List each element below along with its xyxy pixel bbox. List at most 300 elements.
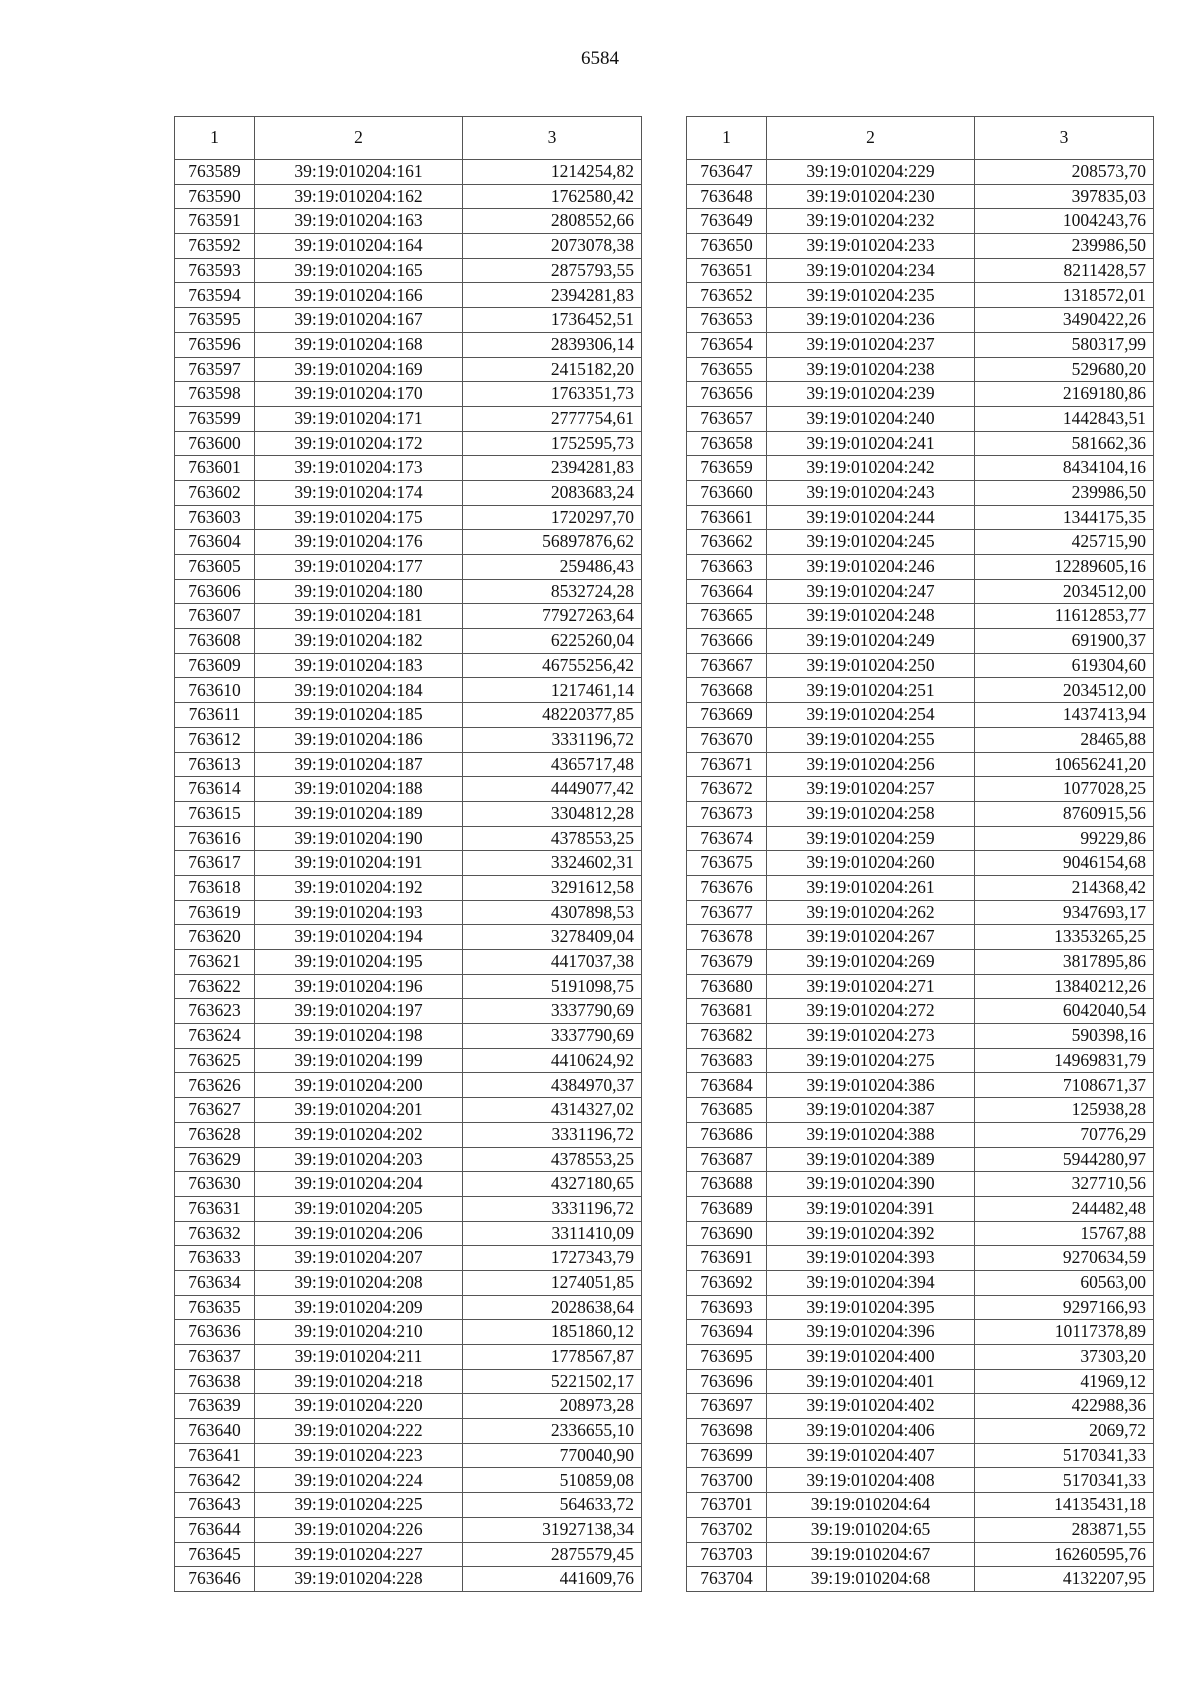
cadastral-number-cell: 39:19:010204:208 bbox=[255, 1270, 463, 1295]
row-number-cell: 763592 bbox=[175, 234, 255, 259]
cadastral-value-cell: 2028638,64 bbox=[463, 1295, 642, 1320]
cadastral-value-cell: 4378553,25 bbox=[463, 826, 642, 851]
row-number-cell: 763665 bbox=[687, 604, 767, 629]
cadastral-value-cell: 37303,20 bbox=[975, 1345, 1154, 1370]
table-row bbox=[687, 308, 1154, 333]
cadastral-number-cell: 39:19:010204:194 bbox=[255, 925, 463, 950]
row-number-cell: 763664 bbox=[687, 579, 767, 604]
row-number-cell: 763616 bbox=[175, 826, 255, 851]
cadastral-value-cell: 1727343,79 bbox=[463, 1246, 642, 1271]
cadastral-value-cell: 2394281,83 bbox=[463, 283, 642, 308]
cadastral-number-cell: 39:19:010204:192 bbox=[255, 875, 463, 900]
table-row bbox=[175, 234, 642, 259]
table-row bbox=[687, 653, 1154, 678]
cadastral-number-cell: 39:19:010204:257 bbox=[767, 777, 975, 802]
row-number-cell: 763646 bbox=[175, 1567, 255, 1592]
cadastral-number-cell: 39:19:010204:176 bbox=[255, 530, 463, 555]
cadastral-value-cell: 2336655,10 bbox=[463, 1419, 642, 1444]
row-number-cell: 763701 bbox=[687, 1493, 767, 1518]
row-number-cell: 763655 bbox=[687, 357, 767, 382]
row-number-cell: 763698 bbox=[687, 1419, 767, 1444]
table-row bbox=[175, 1098, 642, 1123]
row-number-cell: 763622 bbox=[175, 974, 255, 999]
table-row bbox=[687, 530, 1154, 555]
table-row bbox=[687, 950, 1154, 975]
cadastral-value-cell: 2875579,45 bbox=[463, 1542, 642, 1567]
table-row bbox=[175, 703, 642, 728]
cadastral-value-cell: 1004243,76 bbox=[975, 209, 1154, 234]
cadastral-number-cell: 39:19:010204:234 bbox=[767, 258, 975, 283]
row-number-cell: 763612 bbox=[175, 727, 255, 752]
cadastral-value-cell: 1762580,42 bbox=[463, 184, 642, 209]
row-number-cell: 763650 bbox=[687, 234, 767, 259]
cadastral-number-cell: 39:19:010204:163 bbox=[255, 209, 463, 234]
cadastral-number-cell: 39:19:010204:267 bbox=[767, 925, 975, 950]
table-row bbox=[175, 1172, 642, 1197]
cadastral-number-cell: 39:19:010204:269 bbox=[767, 950, 975, 975]
row-number-cell: 763595 bbox=[175, 308, 255, 333]
cadastral-value-cell: 770040,90 bbox=[463, 1443, 642, 1468]
row-number-cell: 763675 bbox=[687, 851, 767, 876]
cadastral-number-cell: 39:19:010204:174 bbox=[255, 480, 463, 505]
cadastral-value-cell: 5170341,33 bbox=[975, 1443, 1154, 1468]
row-number-cell: 763618 bbox=[175, 875, 255, 900]
cadastral-value-cell: 8760915,56 bbox=[975, 801, 1154, 826]
cadastral-number-cell: 39:19:010204:249 bbox=[767, 629, 975, 654]
row-number-cell: 763680 bbox=[687, 974, 767, 999]
cadastral-value-cell: 8532724,28 bbox=[463, 579, 642, 604]
table-row bbox=[687, 826, 1154, 851]
row-number-cell: 763704 bbox=[687, 1567, 767, 1592]
table-row bbox=[175, 875, 642, 900]
table-row bbox=[687, 1394, 1154, 1419]
row-number-cell: 763682 bbox=[687, 1024, 767, 1049]
cadastral-value-cell: 4314327,02 bbox=[463, 1098, 642, 1123]
column-header: 3 bbox=[463, 117, 642, 160]
cadastral-value-cell: 13840212,26 bbox=[975, 974, 1154, 999]
row-number-cell: 763661 bbox=[687, 505, 767, 530]
row-number-cell: 763611 bbox=[175, 703, 255, 728]
cadastral-value-cell: 60563,00 bbox=[975, 1270, 1154, 1295]
cadastral-number-cell: 39:19:010204:244 bbox=[767, 505, 975, 530]
row-number-cell: 763636 bbox=[175, 1320, 255, 1345]
cadastral-number-cell: 39:19:010204:200 bbox=[255, 1073, 463, 1098]
row-number-cell: 763593 bbox=[175, 258, 255, 283]
row-number-cell: 763662 bbox=[687, 530, 767, 555]
cadastral-number-cell: 39:19:010204:164 bbox=[255, 234, 463, 259]
cadastral-value-cell: 10656241,20 bbox=[975, 752, 1154, 777]
row-number-cell: 763594 bbox=[175, 283, 255, 308]
cadastral-number-cell: 39:19:010204:65 bbox=[767, 1517, 975, 1542]
row-number-cell: 763656 bbox=[687, 382, 767, 407]
cadastral-value-cell: 70776,29 bbox=[975, 1122, 1154, 1147]
cadastral-value-cell: 9270634,59 bbox=[975, 1246, 1154, 1271]
cadastral-value-cell: 3337790,69 bbox=[463, 999, 642, 1024]
table-row bbox=[175, 1270, 642, 1295]
cadastral-value-cell: 441609,76 bbox=[463, 1567, 642, 1592]
row-number-cell: 763690 bbox=[687, 1221, 767, 1246]
cadastral-number-cell: 39:19:010204:211 bbox=[255, 1345, 463, 1370]
cadastral-value-cell: 2808552,66 bbox=[463, 209, 642, 234]
cadastral-value-cell: 4365717,48 bbox=[463, 752, 642, 777]
column-header: 2 bbox=[255, 117, 463, 160]
cadastral-value-cell: 4384970,37 bbox=[463, 1073, 642, 1098]
cadastral-value-cell: 8434104,16 bbox=[975, 456, 1154, 481]
table-row bbox=[687, 184, 1154, 209]
cadastral-value-cell: 77927263,64 bbox=[463, 604, 642, 629]
cadastral-value-cell: 2169180,86 bbox=[975, 382, 1154, 407]
cadastral-number-cell: 39:19:010204:173 bbox=[255, 456, 463, 481]
table-row bbox=[175, 653, 642, 678]
table-row bbox=[175, 1295, 642, 1320]
row-number-cell: 763607 bbox=[175, 604, 255, 629]
table-row bbox=[175, 530, 642, 555]
cadastral-value-cell: 283871,55 bbox=[975, 1517, 1154, 1542]
cadastral-number-cell: 39:19:010204:226 bbox=[255, 1517, 463, 1542]
cadastral-value-cell: 564633,72 bbox=[463, 1493, 642, 1518]
row-number-cell: 763671 bbox=[687, 752, 767, 777]
table-row bbox=[687, 777, 1154, 802]
row-number-cell: 763674 bbox=[687, 826, 767, 851]
cadastral-number-cell: 39:19:010204:195 bbox=[255, 950, 463, 975]
cadastral-number-cell: 39:19:010204:183 bbox=[255, 653, 463, 678]
table-row bbox=[687, 555, 1154, 580]
table-row bbox=[687, 801, 1154, 826]
table-row bbox=[175, 1542, 642, 1567]
table-row bbox=[687, 1196, 1154, 1221]
cadastral-number-cell: 39:19:010204:230 bbox=[767, 184, 975, 209]
table-row bbox=[687, 1468, 1154, 1493]
row-number-cell: 763641 bbox=[175, 1443, 255, 1468]
row-number-cell: 763598 bbox=[175, 382, 255, 407]
table-row bbox=[687, 1517, 1154, 1542]
cadastral-value-cell: 99229,86 bbox=[975, 826, 1154, 851]
row-number-cell: 763673 bbox=[687, 801, 767, 826]
cadastral-value-cell: 2083683,24 bbox=[463, 480, 642, 505]
cadastral-number-cell: 39:19:010204:395 bbox=[767, 1295, 975, 1320]
cadastral-value-cell: 13353265,25 bbox=[975, 925, 1154, 950]
cadastral-value-cell: 12289605,16 bbox=[975, 555, 1154, 580]
cadastral-number-cell: 39:19:010204:199 bbox=[255, 1048, 463, 1073]
cadastral-value-cell: 422988,36 bbox=[975, 1394, 1154, 1419]
cadastral-number-cell: 39:19:010204:233 bbox=[767, 234, 975, 259]
cadastral-number-cell: 39:19:010204:223 bbox=[255, 1443, 463, 1468]
cadastral-number-cell: 39:19:010204:181 bbox=[255, 604, 463, 629]
table-row bbox=[175, 1517, 642, 1542]
cadastral-number-cell: 39:19:010204:185 bbox=[255, 703, 463, 728]
table-row bbox=[175, 974, 642, 999]
table-row bbox=[175, 1221, 642, 1246]
cadastral-value-cell: 3490422,26 bbox=[975, 308, 1154, 333]
row-number-cell: 763635 bbox=[175, 1295, 255, 1320]
table-row bbox=[687, 258, 1154, 283]
cadastral-value-cell: 1778567,87 bbox=[463, 1345, 642, 1370]
cadastral-value-cell: 3324602,31 bbox=[463, 851, 642, 876]
cadastral-number-cell: 39:19:010204:197 bbox=[255, 999, 463, 1024]
cadastral-number-cell: 39:19:010204:393 bbox=[767, 1246, 975, 1271]
table-row bbox=[175, 777, 642, 802]
row-number-cell: 763670 bbox=[687, 727, 767, 752]
table-row bbox=[175, 999, 642, 1024]
row-number-cell: 763647 bbox=[687, 160, 767, 185]
table-row bbox=[687, 1246, 1154, 1271]
table-row bbox=[687, 332, 1154, 357]
table-row bbox=[175, 1246, 642, 1271]
cadastral-number-cell: 39:19:010204:67 bbox=[767, 1542, 975, 1567]
table-row bbox=[175, 283, 642, 308]
cadastral-number-cell: 39:19:010204:222 bbox=[255, 1419, 463, 1444]
cadastral-value-cell: 2069,72 bbox=[975, 1419, 1154, 1444]
cadastral-value-cell: 3304812,28 bbox=[463, 801, 642, 826]
row-number-cell: 763620 bbox=[175, 925, 255, 950]
cadastral-number-cell: 39:19:010204:407 bbox=[767, 1443, 975, 1468]
cadastral-value-cell: 2777754,61 bbox=[463, 406, 642, 431]
cadastral-value-cell: 4132207,95 bbox=[975, 1567, 1154, 1592]
cadastral-value-cell: 125938,28 bbox=[975, 1098, 1154, 1123]
row-number-cell: 763606 bbox=[175, 579, 255, 604]
cadastral-value-cell: 208573,70 bbox=[975, 160, 1154, 185]
row-number-cell: 763659 bbox=[687, 456, 767, 481]
cadastral-value-cell: 1344175,35 bbox=[975, 505, 1154, 530]
cadastral-value-cell: 3331196,72 bbox=[463, 1196, 642, 1221]
cadastral-value-cell: 259486,43 bbox=[463, 555, 642, 580]
cadastral-value-cell: 3291612,58 bbox=[463, 875, 642, 900]
cadastral-value-cell: 3278409,04 bbox=[463, 925, 642, 950]
cadastral-value-cell: 4327180,65 bbox=[463, 1172, 642, 1197]
cadastral-number-cell: 39:19:010204:166 bbox=[255, 283, 463, 308]
row-number-cell: 763697 bbox=[687, 1394, 767, 1419]
row-number-cell: 763669 bbox=[687, 703, 767, 728]
cadastral-value-cell: 1442843,51 bbox=[975, 406, 1154, 431]
cadastral-value-cell: 41969,12 bbox=[975, 1369, 1154, 1394]
cadastral-value-cell: 1214254,82 bbox=[463, 160, 642, 185]
table-row bbox=[687, 1270, 1154, 1295]
cadastral-value-cell: 529680,20 bbox=[975, 357, 1154, 382]
cadastral-value-cell: 691900,37 bbox=[975, 629, 1154, 654]
table-row bbox=[687, 1419, 1154, 1444]
table-row bbox=[175, 604, 642, 629]
cadastral-number-cell: 39:19:010204:255 bbox=[767, 727, 975, 752]
cadastral-value-cell: 1752595,73 bbox=[463, 431, 642, 456]
table-row bbox=[687, 209, 1154, 234]
table-row bbox=[687, 999, 1154, 1024]
row-number-cell: 763644 bbox=[175, 1517, 255, 1542]
cadastral-number-cell: 39:19:010204:408 bbox=[767, 1468, 975, 1493]
row-number-cell: 763627 bbox=[175, 1098, 255, 1123]
cadastral-value-cell: 327710,56 bbox=[975, 1172, 1154, 1197]
table-row bbox=[687, 1369, 1154, 1394]
cadastral-value-cell: 239986,50 bbox=[975, 234, 1154, 259]
cadastral-number-cell: 39:19:010204:172 bbox=[255, 431, 463, 456]
table-row bbox=[175, 456, 642, 481]
cadastral-number-cell: 39:19:010204:229 bbox=[767, 160, 975, 185]
cadastral-number-cell: 39:19:010204:161 bbox=[255, 160, 463, 185]
table-row bbox=[687, 1221, 1154, 1246]
table-row bbox=[687, 604, 1154, 629]
cadastral-number-cell: 39:19:010204:225 bbox=[255, 1493, 463, 1518]
table-row bbox=[687, 1172, 1154, 1197]
table-row bbox=[175, 1468, 642, 1493]
cadastral-number-cell: 39:19:010204:258 bbox=[767, 801, 975, 826]
table-row bbox=[687, 431, 1154, 456]
cadastral-value-cell: 1851860,12 bbox=[463, 1320, 642, 1345]
cadastral-number-cell: 39:19:010204:247 bbox=[767, 579, 975, 604]
cadastral-value-cell: 16260595,76 bbox=[975, 1542, 1154, 1567]
table-row bbox=[175, 555, 642, 580]
cadastral-number-cell: 39:19:010204:184 bbox=[255, 678, 463, 703]
cadastral-value-cell: 10117378,89 bbox=[975, 1320, 1154, 1345]
row-number-cell: 763645 bbox=[175, 1542, 255, 1567]
cadastral-number-cell: 39:19:010204:193 bbox=[255, 900, 463, 925]
cadastral-number-cell: 39:19:010204:68 bbox=[767, 1567, 975, 1592]
cadastral-number-cell: 39:19:010204:236 bbox=[767, 308, 975, 333]
row-number-cell: 763648 bbox=[687, 184, 767, 209]
cadastral-number-cell: 39:19:010204:402 bbox=[767, 1394, 975, 1419]
cadastral-number-cell: 39:19:010204:240 bbox=[767, 406, 975, 431]
row-number-cell: 763679 bbox=[687, 950, 767, 975]
cadastral-value-cell: 48220377,85 bbox=[463, 703, 642, 728]
table-row bbox=[687, 1443, 1154, 1468]
table-row bbox=[687, 875, 1154, 900]
row-number-cell: 763677 bbox=[687, 900, 767, 925]
table-row bbox=[687, 851, 1154, 876]
cadastral-number-cell: 39:19:010204:203 bbox=[255, 1147, 463, 1172]
row-number-cell: 763637 bbox=[175, 1345, 255, 1370]
cadastral-number-cell: 39:19:010204:392 bbox=[767, 1221, 975, 1246]
cadastral-number-cell: 39:19:010204:196 bbox=[255, 974, 463, 999]
cadastral-number-cell: 39:19:010204:262 bbox=[767, 900, 975, 925]
row-number-cell: 763695 bbox=[687, 1345, 767, 1370]
table-row bbox=[687, 1320, 1154, 1345]
row-number-cell: 763605 bbox=[175, 555, 255, 580]
cadastral-number-cell: 39:19:010204:198 bbox=[255, 1024, 463, 1049]
cadastral-number-cell: 39:19:010204:204 bbox=[255, 1172, 463, 1197]
row-number-cell: 763684 bbox=[687, 1073, 767, 1098]
table-row bbox=[175, 950, 642, 975]
table-row bbox=[175, 431, 642, 456]
cadastral-value-cell: 244482,48 bbox=[975, 1196, 1154, 1221]
cadastral-number-cell: 39:19:010204:189 bbox=[255, 801, 463, 826]
row-number-cell: 763639 bbox=[175, 1394, 255, 1419]
row-number-cell: 763609 bbox=[175, 653, 255, 678]
cadastral-value-cell: 28465,88 bbox=[975, 727, 1154, 752]
row-number-cell: 763615 bbox=[175, 801, 255, 826]
row-number-cell: 763654 bbox=[687, 332, 767, 357]
row-number-cell: 763696 bbox=[687, 1369, 767, 1394]
row-number-cell: 763699 bbox=[687, 1443, 767, 1468]
table-row bbox=[175, 826, 642, 851]
row-number-cell: 763652 bbox=[687, 283, 767, 308]
cadastral-value-table-right bbox=[686, 116, 1154, 1592]
table-row bbox=[687, 752, 1154, 777]
row-number-cell: 763694 bbox=[687, 1320, 767, 1345]
row-number-cell: 763676 bbox=[687, 875, 767, 900]
table-row bbox=[175, 579, 642, 604]
cadastral-number-cell: 39:19:010204:260 bbox=[767, 851, 975, 876]
cadastral-number-cell: 39:19:010204:261 bbox=[767, 875, 975, 900]
cadastral-number-cell: 39:19:010204:205 bbox=[255, 1196, 463, 1221]
cadastral-number-cell: 39:19:010204:242 bbox=[767, 456, 975, 481]
cadastral-number-cell: 39:19:010204:248 bbox=[767, 604, 975, 629]
row-number-cell: 763623 bbox=[175, 999, 255, 1024]
table-row bbox=[687, 160, 1154, 185]
table-row bbox=[687, 974, 1154, 999]
row-number-cell: 763614 bbox=[175, 777, 255, 802]
column-header: 1 bbox=[687, 117, 767, 160]
cadastral-value-cell: 397835,03 bbox=[975, 184, 1154, 209]
cadastral-value-cell: 2073078,38 bbox=[463, 234, 642, 259]
row-number-cell: 763599 bbox=[175, 406, 255, 431]
row-number-cell: 763686 bbox=[687, 1122, 767, 1147]
cadastral-number-cell: 39:19:010204:177 bbox=[255, 555, 463, 580]
cadastral-value-cell: 425715,90 bbox=[975, 530, 1154, 555]
cadastral-value-cell: 239986,50 bbox=[975, 480, 1154, 505]
cadastral-number-cell: 39:19:010204:391 bbox=[767, 1196, 975, 1221]
table-row bbox=[687, 480, 1154, 505]
cadastral-number-cell: 39:19:010204:228 bbox=[255, 1567, 463, 1592]
row-number-cell: 763703 bbox=[687, 1542, 767, 1567]
page-number: 6584 bbox=[581, 48, 619, 69]
cadastral-value-cell: 581662,36 bbox=[975, 431, 1154, 456]
table-row bbox=[687, 579, 1154, 604]
column-header: 1 bbox=[175, 117, 255, 160]
row-number-cell: 763629 bbox=[175, 1147, 255, 1172]
row-number-cell: 763634 bbox=[175, 1270, 255, 1295]
table-row bbox=[687, 678, 1154, 703]
cadastral-value-cell: 4410624,92 bbox=[463, 1048, 642, 1073]
cadastral-number-cell: 39:19:010204:243 bbox=[767, 480, 975, 505]
table-row bbox=[687, 727, 1154, 752]
row-number-cell: 763632 bbox=[175, 1221, 255, 1246]
row-number-cell: 763600 bbox=[175, 431, 255, 456]
cadastral-value-cell: 9046154,68 bbox=[975, 851, 1154, 876]
cadastral-value-cell: 1720297,70 bbox=[463, 505, 642, 530]
table-row bbox=[175, 1567, 642, 1592]
cadastral-number-cell: 39:19:010204:175 bbox=[255, 505, 463, 530]
table-row bbox=[687, 382, 1154, 407]
row-number-cell: 763657 bbox=[687, 406, 767, 431]
table-row bbox=[687, 505, 1154, 530]
cadastral-number-cell: 39:19:010204:273 bbox=[767, 1024, 975, 1049]
row-number-cell: 763603 bbox=[175, 505, 255, 530]
table-row bbox=[175, 406, 642, 431]
cadastral-number-cell: 39:19:010204:238 bbox=[767, 357, 975, 382]
cadastral-value-cell: 2839306,14 bbox=[463, 332, 642, 357]
table-row bbox=[175, 357, 642, 382]
cadastral-value-table-left bbox=[174, 116, 642, 1592]
table-row bbox=[175, 1394, 642, 1419]
row-number-cell: 763624 bbox=[175, 1024, 255, 1049]
row-number-cell: 763613 bbox=[175, 752, 255, 777]
table-row bbox=[175, 1024, 642, 1049]
cadastral-value-cell: 4378553,25 bbox=[463, 1147, 642, 1172]
cadastral-value-cell: 1736452,51 bbox=[463, 308, 642, 333]
cadastral-number-cell: 39:19:010204:251 bbox=[767, 678, 975, 703]
table-row bbox=[175, 184, 642, 209]
table-row bbox=[175, 1320, 642, 1345]
row-number-cell: 763668 bbox=[687, 678, 767, 703]
table-row bbox=[175, 629, 642, 654]
row-number-cell: 763610 bbox=[175, 678, 255, 703]
cadastral-value-cell: 3331196,72 bbox=[463, 1122, 642, 1147]
row-number-cell: 763660 bbox=[687, 480, 767, 505]
row-number-cell: 763601 bbox=[175, 456, 255, 481]
row-number-cell: 763689 bbox=[687, 1196, 767, 1221]
cadastral-value-cell: 214368,42 bbox=[975, 875, 1154, 900]
column-header: 3 bbox=[975, 117, 1154, 160]
table-row bbox=[175, 925, 642, 950]
cadastral-value-cell: 46755256,42 bbox=[463, 653, 642, 678]
